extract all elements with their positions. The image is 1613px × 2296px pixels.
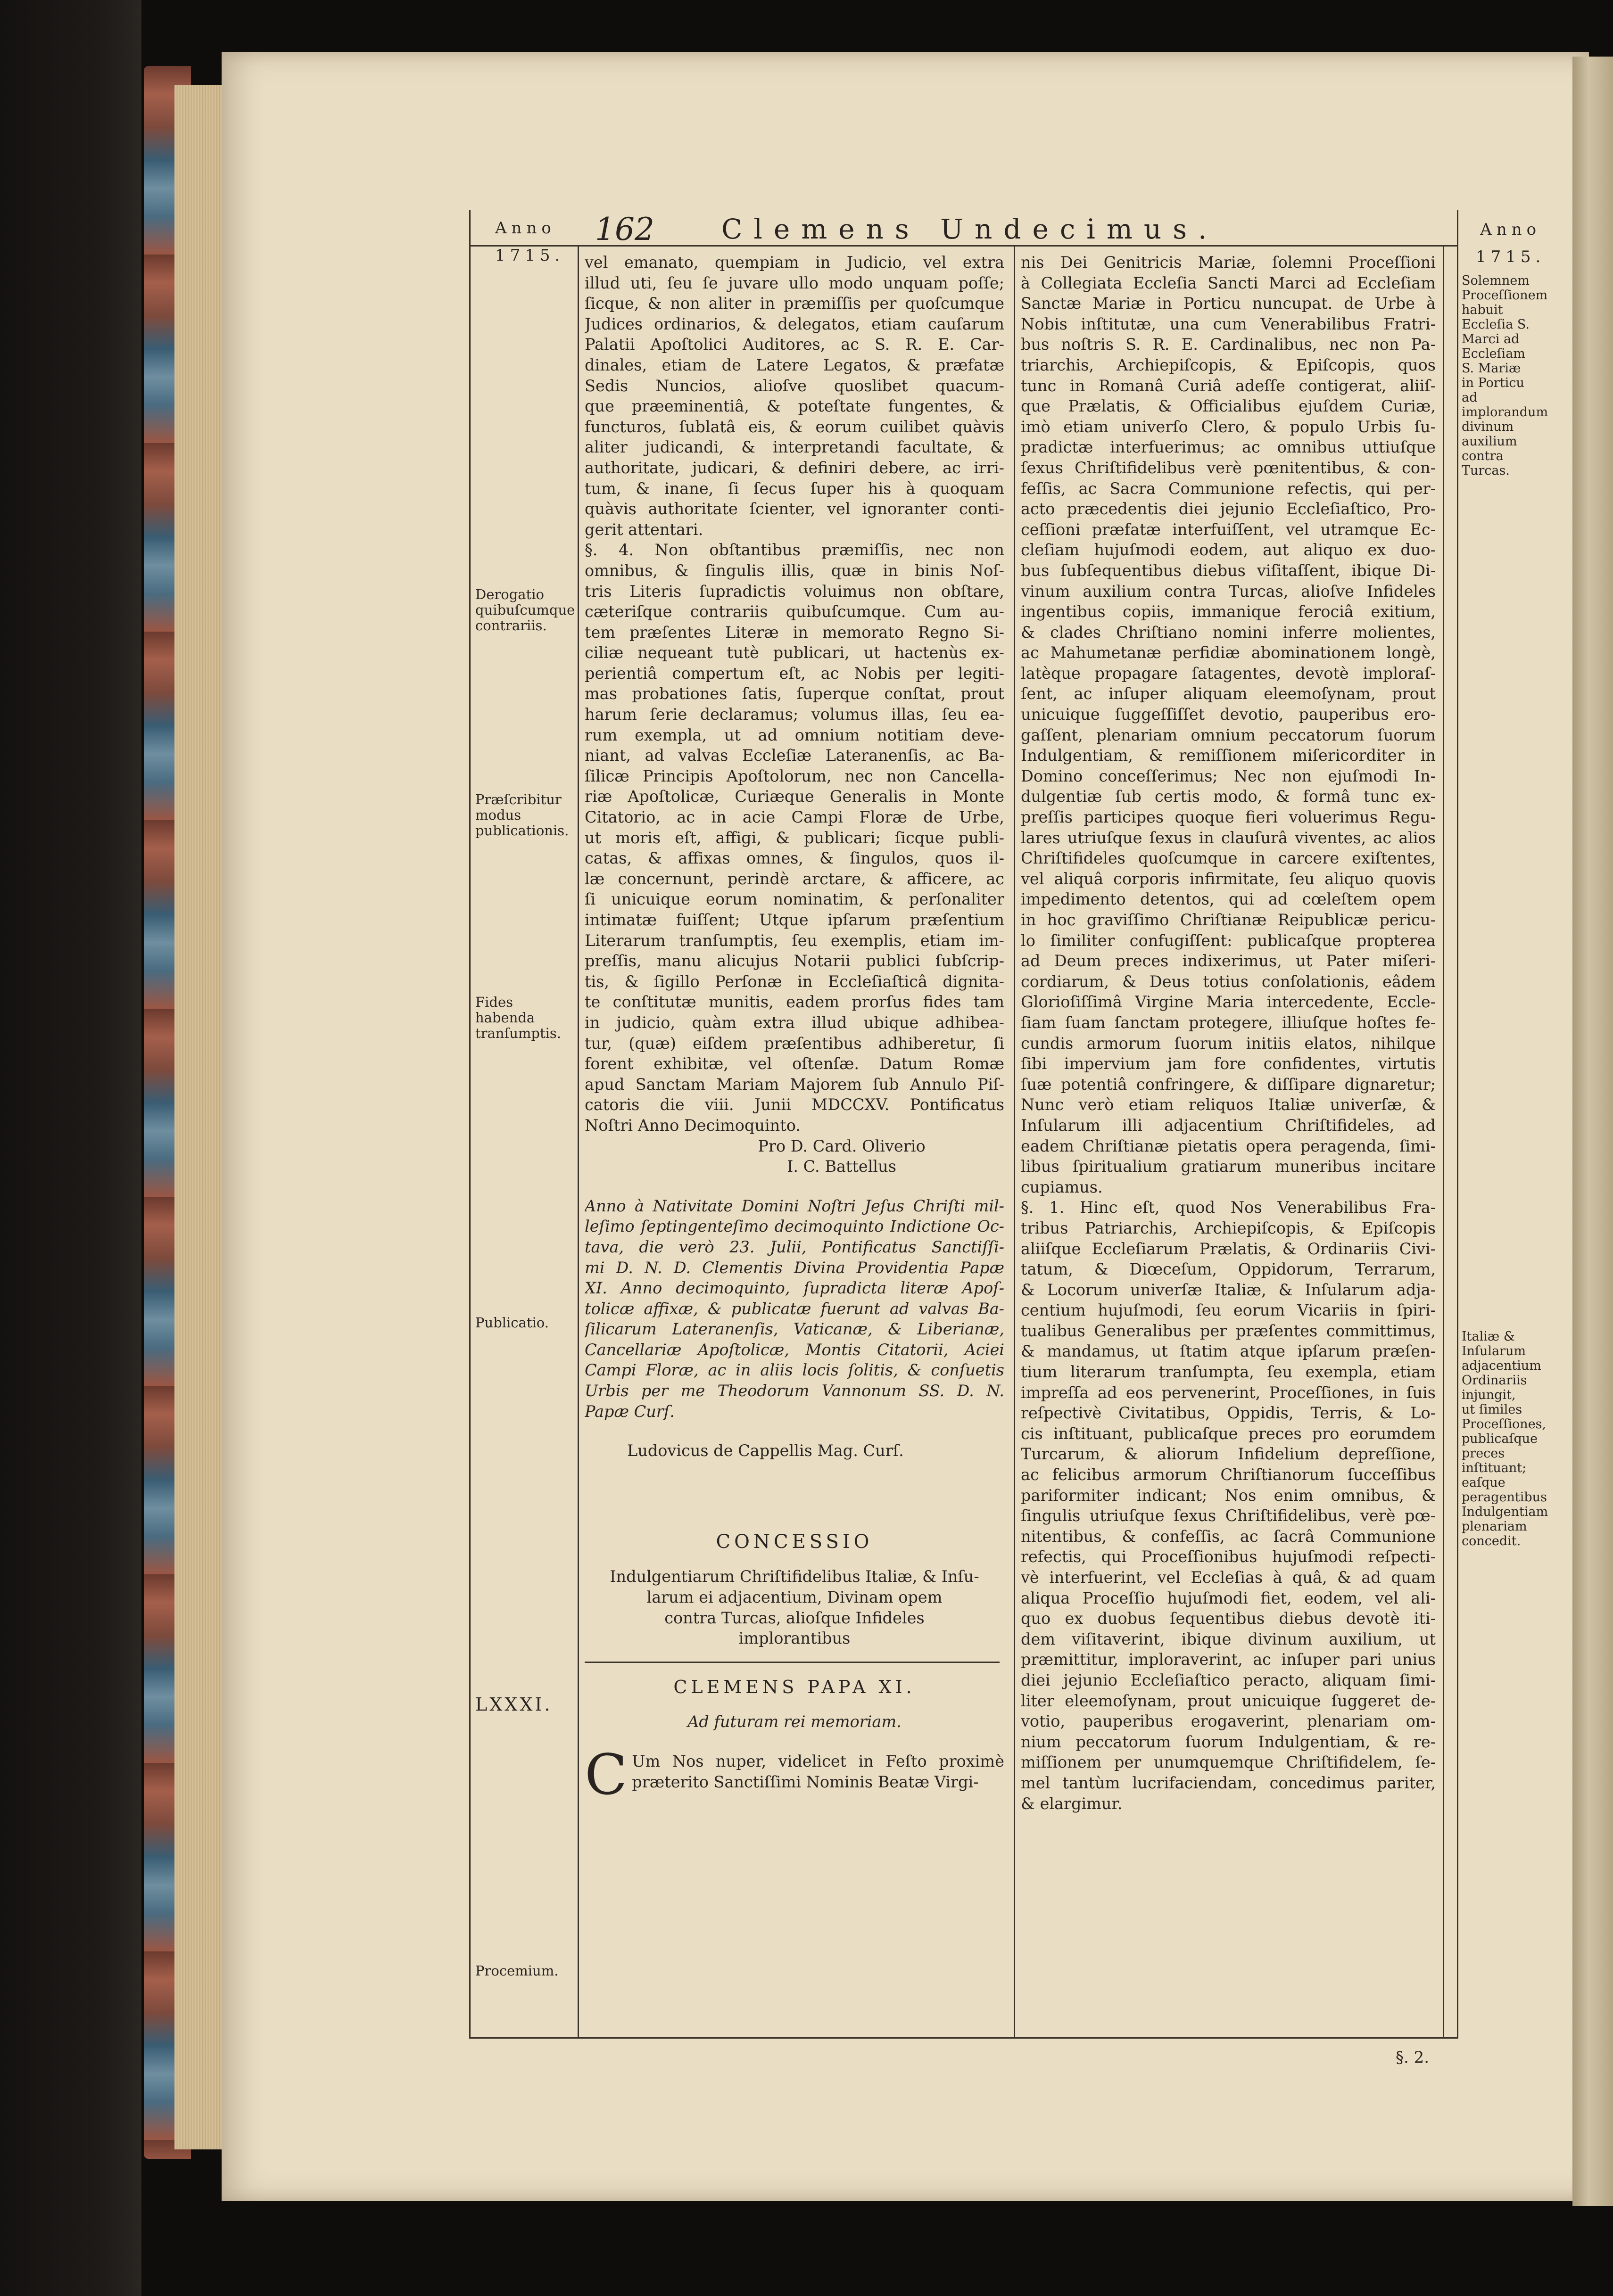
text-line: nitentibus, & confeſſis, ac ſacrâ Communione xyxy=(1021,1527,1436,1546)
text-line: intimatæ fuiſſent; Utque ipſarum præſentium xyxy=(585,911,1004,929)
text-line: apud Sanctam Mariam Majorem ſub Annulo Piſ- xyxy=(585,1075,1004,1094)
text-line: Cancellariæ Apoſtolicæ, Montis Citatorii, Aciei xyxy=(585,1340,1004,1359)
text-line: ciliæ nequeant tutè publicari, ut hactenùs ex- xyxy=(585,643,1004,662)
margin-note-prooemium: Procemium. xyxy=(475,1963,559,1979)
text-line: gerit attentari. xyxy=(585,520,703,539)
text-line: ſingulis utriuſque ſexus Chriſtifidelibus, verè pœ- xyxy=(1021,1506,1436,1525)
text-line: à Collegiata Eccleſia Sancti Marci ad Eccleſiam xyxy=(1021,273,1436,292)
drop-cap: C xyxy=(585,1742,628,1807)
text-line: bus ſubſequentibus diebus viſitaſſent, ibique Di- xyxy=(1021,561,1436,580)
text-line: Turcarum, & aliorum Infidelium depreſſione, xyxy=(1021,1445,1436,1464)
margin-note-solemnem: Solemnem Proceſſionem habuit Eccleſia S. Marci ad Eccleſiam S. Mariæ in Porticu ad implorandum divinum auxilium contra Turcas. xyxy=(1462,273,1548,478)
text-line: ſexus Chriſtifidelibus verè pœnitentibus, & con- xyxy=(1021,458,1436,477)
text-line: tualibus Generalibus per præſentes committimus, xyxy=(1021,1321,1436,1340)
text-line: dinales, etiam de Latere Legatos, & præfatæ xyxy=(585,355,1004,374)
text-line: preſſis, manu alicujus Notarii publici ſubſcrip- xyxy=(585,952,1004,971)
pope-name: CLEMENS PAPA XI. xyxy=(673,1677,916,1697)
text-line: lo ſimiliter confugiſſent: publicaſque propterea xyxy=(1021,931,1436,950)
text-line: contra Turcas, alioſque Infideles xyxy=(664,1608,925,1627)
text-line: præmittitur, imploraverint, ac inſuper pari unius xyxy=(1021,1650,1436,1669)
text-line: bus noſtris S. R. E. Cardinalibus, nec non Pa- xyxy=(1021,335,1436,354)
text-line: Um Nos nuper, videlicet in Feſto proximè xyxy=(632,1752,1004,1770)
text-line: unicuique ſuggeſſiſſet devotio, pauperibus ero- xyxy=(1021,705,1436,724)
text-line: Glorioſiſſimâ Virgine Maria intercedente, Eccle- xyxy=(1021,993,1436,1012)
text-line: ingentibus copiis, immanique ferociâ exitium, xyxy=(1021,602,1436,621)
text-line: tatum, & Diœceſum, Oppidorum, Terrarum, xyxy=(1021,1260,1436,1279)
text-line: & elargimur. xyxy=(1021,1794,1123,1813)
text-line: eadem Chriſtianæ pietatis opera peragenda, ſimi- xyxy=(1021,1136,1436,1155)
margin-note-fides: Fides habenda tranſumptis. xyxy=(475,994,561,1041)
frame-bottom-rule xyxy=(469,2037,1458,2039)
text-line: authoritate, judicari, & definiri debere, ac irri- xyxy=(585,458,1004,477)
text-line: nium peccatorum ſuorum Indulgentiam, & re- xyxy=(1021,1732,1436,1751)
text-line: aliter judicandi, & interpretandi facultate, & xyxy=(585,438,1004,457)
left-text-block-b xyxy=(585,540,1004,1136)
text-line: tunc in Romanâ Curiâ adeſſe contigerat, aliiſ- xyxy=(1021,376,1436,395)
background-left xyxy=(0,0,141,2296)
text-line: Literarum tranſumptis, ſeu exemplis, etiam im- xyxy=(585,931,1004,950)
text-line: §. 4. Non obſtantibus præmiſſis, nec non xyxy=(585,541,1004,560)
catchword: §. 2. xyxy=(1396,2048,1430,2067)
text-line: ſiam ſuam ſanctam protegere, illiuſque hoſtes fe- xyxy=(1021,1013,1436,1032)
text-line: in hoc graviſſimo Chriſtianæ Reipublicæ pericu- xyxy=(1021,911,1436,929)
margin-note-praescribitur: Præſcribitur modus publicationis. xyxy=(475,791,569,839)
margin-note-publicatio: Publicatio. xyxy=(475,1315,549,1331)
text-line: ſilicarum Lateranenſis, Vaticanæ, & Liberianæ, xyxy=(585,1320,1004,1339)
text-line: cleſiam hujuſmodi eodem, aut aliquo ex duo- xyxy=(1021,541,1436,560)
text-line: imò etiam univerſo Clero, & populo Urbis ſu- xyxy=(1021,417,1436,436)
text-line: tis, & ſigillo Perſonæ in Eccleſiaſticâ dignita- xyxy=(585,972,1004,991)
signature-line-2: I. C. Battellus xyxy=(787,1157,896,1176)
text-line: ſicque, & non aliter in præmiſſis per quoſcumque xyxy=(585,294,1004,313)
text-line: & Locorum univerſæ Italiæ, & Inſularum adja- xyxy=(1021,1280,1436,1299)
text-line: Campi Floræ, ac in aliis locis ſolitis, & conſuetis xyxy=(585,1361,1004,1380)
memoriam-line: Ad futuram rei memoriam. xyxy=(687,1712,902,1731)
text-line: ceſſioni præfatæ interfuiſſent, vel utramque Ec- xyxy=(1021,520,1436,539)
text-line: refectis, qui Proceſſionibus hujuſmodi reſpecti- xyxy=(1021,1547,1436,1566)
text-line: Nobis inſtitutæ, una cum Venerabilibus Fratri- xyxy=(1021,314,1436,333)
text-line: quàvis authoritate ſcienter, vel ignoranter conti- xyxy=(585,500,1004,518)
text-line: quo ex duobus ſequentibus diebus devotè iti- xyxy=(1021,1609,1436,1628)
text-line: illud uti, ſeu ſe juvare ullo modo unquam poſſe; xyxy=(585,273,1004,292)
text-line: larum ei adjacentium, Divinam opem xyxy=(646,1588,943,1607)
text-line: Noſtri Anno Decimoquinto. xyxy=(585,1116,801,1135)
text-line: diei jejunio Eccleſiaſtico peracto, aliquam ſimi- xyxy=(1021,1671,1436,1689)
text-line: Urbis per me Theodorum Vannonum SS. D. N. xyxy=(585,1382,1004,1400)
text-line: cupiamus. xyxy=(1021,1177,1103,1196)
margin-note-derogatio: Derogatio quibuſcumque contrariis. xyxy=(475,586,575,634)
text-line: ſuæ potentiâ confringere, & diſſipare dignaretur; xyxy=(1021,1075,1436,1094)
text-line: cis inſtituant, publicaſque preces pro eorumdem xyxy=(1021,1424,1436,1443)
text-line: ſi unicuique eorum nominatim, & perſonaliter xyxy=(585,890,1004,909)
margin-note-lxxxi: LXXXI. xyxy=(475,1694,553,1715)
text-line: præterito Sanctiſſimi Nominis Beatæ Virgi- xyxy=(632,1772,979,1791)
text-line: Palatii Apoſtolici Auditores, ac S. R. E. Car- xyxy=(585,335,1004,354)
text-line: mel tantùm lucrifaciendam, concedimus pariter, xyxy=(1021,1773,1436,1792)
text-line: que præeminentiâ, & poteſtate fungentes, & xyxy=(585,397,1004,416)
text-line: tris Literis ſupradictis voluimus non obſtare, xyxy=(585,582,1004,601)
text-line: impedimento detentos, qui ad cœleſtem opem xyxy=(1021,890,1436,909)
text-line: læ concernunt, perindè arctare, & afficere, ac xyxy=(585,869,1004,888)
publicatio-block xyxy=(585,1196,1004,1422)
text-line: ſilicæ Principis Apoſtolorum, nec non Cancella- xyxy=(585,766,1004,785)
text-line: cordiarum, & Deus totius conſolationis, eâdem xyxy=(1021,972,1436,991)
concessio-title: CONCESSIO xyxy=(716,1531,873,1553)
text-line: vel aliquâ corporis infirmitate, ſeu aliquo quovis xyxy=(1021,869,1436,888)
head-underline xyxy=(578,245,1443,247)
text-line: implorantibus xyxy=(738,1629,851,1648)
left-text-block-a xyxy=(585,252,1004,540)
text-line: mas probationes ſatis, ſuperque conſtat, prout xyxy=(585,684,1004,703)
text-line: Citatorio, ac in acie Campi Floræ de Urbe, xyxy=(585,808,1004,827)
text-line: feſſis, ac Sacra Communione refectis, qui per- xyxy=(1021,479,1436,498)
text-line: reſpectivè Civitatibus, Oppidis, Terris, & Lo- xyxy=(1021,1404,1436,1423)
text-line: Nunc verò etiam reliquos Italiæ univerſæ, & xyxy=(1021,1095,1436,1114)
text-line: Indulgentiam, & remiſſionem miſericorditer in xyxy=(1021,746,1436,765)
text-line: tur, (quæ) eiſdem præſentibus adhiberetur, ſi xyxy=(585,1034,1004,1053)
text-line: pradictæ interfuerimus; ac omnibus uttiuſque xyxy=(1021,438,1436,457)
text-line: functuros, ſublatâ eis, & eorum cuilibet quàvis xyxy=(585,417,1004,436)
text-line: ac Mahumetanæ perfidiæ abominationem longè, xyxy=(1021,643,1436,662)
text-line: Anno à Nativitate Domini Noſtri Jeſus Chriſti mil- xyxy=(585,1196,1004,1215)
anno-right: Anno 1715. xyxy=(1476,220,1546,266)
text-line: & mandamus, ut ſtatim atque ipſarum præſen- xyxy=(1021,1342,1436,1361)
text-line: tava, die verò 23. Julii, Pontificatus Sanctiſſi- xyxy=(585,1237,1004,1256)
column-divider-rule xyxy=(1014,245,1015,2039)
text-line: pariformiter indicant; Nos enim omnibus, & xyxy=(1021,1486,1436,1505)
text-line: ſibi impervium jam fore confidentes, virtutis xyxy=(1021,1054,1436,1073)
text-line: aliiſque Eccleſiarum Prælatis, & Ordinariis Civi- xyxy=(1021,1239,1436,1258)
text-line: acto præcedentis diei jejunio Eccleſiaſtico, Pro- xyxy=(1021,500,1436,518)
margin-note-italiae: Italiæ & Inſularum adjacentium Ordinariis injungit, ut ſimiles Proceſſiones, publicaſque preces inſtituant; eaſque peragentibus Indulgentiam plenariam concedit. xyxy=(1462,1329,1548,1548)
text-line: niant, ad valvas Eccleſiæ Lateranenſis, ac Ba- xyxy=(585,746,1004,765)
text-line: catoris die viii. Junii MDCCXV. Pontificatus xyxy=(585,1095,1004,1114)
text-line: mi D. N. D. Clementis Divina Providentia Papæ xyxy=(585,1258,1004,1277)
text-line: preſſis participes quoque fieri voluerimus Regu- xyxy=(1021,808,1436,827)
text-line: Papæ Curſ. xyxy=(585,1402,675,1421)
text-line: leſimo ſeptingenteſimo decimoquinto Indictione Oc- xyxy=(585,1217,1004,1236)
text-line: latèque propagare ſatagentes, devotè imploraſ- xyxy=(1021,664,1436,683)
text-line: Domino conceſſerimus; Nec non ejuſmodi In- xyxy=(1021,766,1436,785)
text-line: liter eleemoſynam, prout unicuique ſuggeret de- xyxy=(1021,1691,1436,1710)
anno-left: Anno 1715. xyxy=(495,219,565,265)
facing-page-edge xyxy=(1572,57,1613,2206)
text-line: forent exhibitæ, vel oſtenſæ. Datum Romæ xyxy=(585,1054,1004,1073)
text-line: te conſtitutæ munitis, eadem prorſus fides tam xyxy=(585,993,1004,1012)
text-line: rum exempla, ut ad omnium notitiam deve- xyxy=(585,725,1004,744)
text-line: in judicio, quàm extra illud ubique adhibea- xyxy=(585,1013,1004,1032)
text-line: XI. Anno decimoquinto, ſupradicta literæ Apoſ- xyxy=(585,1279,1004,1298)
text-line: ut moris eſt, affigi, & publicari; ſicque publi- xyxy=(585,828,1004,847)
text-line: lares utriuſque ſexus in clauſurâ viventes, ac alios xyxy=(1021,828,1436,847)
text-line: aliqua Proceſſio hujuſmodi fiet, eodem, vel ali- xyxy=(1021,1588,1436,1607)
text-line: nis Dei Genitricis Mariæ, ſolemni Proceſſioni xyxy=(1021,253,1436,272)
text-line: & clades Chriſtiano nomini inferre molientes, xyxy=(1021,623,1436,642)
signature-line-1: Pro D. Card. Oliverio xyxy=(758,1136,926,1155)
text-line: Indulgentiarum Chriſtifidelibus Italiæ, & Inſu- xyxy=(610,1567,979,1586)
text-line: votio, pauperibus erogaverint, plenariam om- xyxy=(1021,1712,1436,1731)
text-line: Inſularum illi adjacentium Chriſtifideles, ad xyxy=(1021,1116,1436,1135)
text-line: triarchis, Archiepiſcopis, & Epiſcopis, quos xyxy=(1021,355,1436,374)
prooemium-block xyxy=(585,1742,1004,1807)
text-line: Chriſtifideles quoſcumque in carcere exiſtentes, xyxy=(1021,849,1436,868)
text-line: cundis armorum ſuorum initiis elatos, nihilque xyxy=(1021,1034,1436,1053)
text-line: libus ſpiritualium gratiarum muneribus incitare xyxy=(1021,1157,1436,1176)
text-line: vel emanato, quempiam in Judicio, vel extra xyxy=(585,253,1004,272)
text-line: Sedis Nuncios, alioſve quoslibet quacum- xyxy=(585,376,1004,395)
frame-left-rule xyxy=(469,210,471,2039)
page-number: 162 xyxy=(595,211,654,247)
text-line: dem viſitaverint, ibique divinum auxilium, ut xyxy=(1021,1629,1436,1648)
text-line: tolicæ affixæ, & publicatæ fuerunt ad valvas Ba- xyxy=(585,1299,1004,1318)
text-line: vè interfuerint, vel Eccleſias à quâ, & ad quam xyxy=(1021,1568,1436,1587)
text-line: cæteriſque contrariis quibuſcumque. Cum au- xyxy=(585,602,1004,621)
text-line: ac felicibus armorum Chriſtianorum ſucceſſibus xyxy=(1021,1465,1436,1484)
text-line: dulgentiæ ſub certis modo, & formâ tunc ex- xyxy=(1021,787,1436,806)
text-line: centium hujuſmodi, ſeu eorum Vicariis in ſpiri- xyxy=(1021,1301,1436,1320)
text-line: catas, & affixas omnes, & ſingulos, quos il- xyxy=(585,849,1004,868)
text-line: §. 1. Hinc eſt, quod Nos Venerabilibus Fra- xyxy=(1021,1198,1436,1217)
text-line: tum, & inane, ſi ſecus ſuper his à quoquam xyxy=(585,479,1004,498)
text-line: riæ Apoſtolicæ, Curiæque Generalis in Monte xyxy=(585,787,1004,806)
text-line: omnibus, & ſingulis illis, quæ in binis Noſ- xyxy=(585,561,1004,580)
left-column xyxy=(585,252,1004,1807)
text-line: impreſſa ad eos pervenerint, Proceſſiones, in ſuis xyxy=(1021,1383,1436,1402)
text-line: que Prælatis, & Officialibus ejuſdem Curiæ, xyxy=(1021,397,1436,416)
text-line: tem præſentes Literæ in memorato Regno Si- xyxy=(585,623,1004,642)
text-line: vinum auxilium contra Turcas, alioſve Infideles xyxy=(1021,582,1436,601)
right-column xyxy=(1021,252,1436,1814)
column-left-inner-rule xyxy=(578,245,579,2039)
running-title: Clemens Undecimus. xyxy=(721,213,1218,245)
text-line: ſent, ac inſuper aliquam eleemoſynam, prout xyxy=(1021,684,1436,703)
column-right-inner-rule xyxy=(1443,245,1444,2039)
text-line: perientiâ compertum eſt, ac Nobis per legiti- xyxy=(585,664,1004,683)
text-line: tium literarum tranſumpta, ſeu exempla, etiam xyxy=(1021,1363,1436,1382)
text-line: gaſſent, plenariam omnium peccatorum ſuorum xyxy=(1021,725,1436,744)
text-line: tribus Patriarchis, Archiepiſcopis, & Epiſcopis xyxy=(1021,1218,1436,1237)
text-line: Judices ordinarios, & delegatos, etiam cauſarum xyxy=(585,314,1004,333)
text-line: harum ſerie declaramus; volumus illas, ſeu ea- xyxy=(585,705,1004,724)
text-line: Sanctæ Mariæ in Porticu nuncupat. de Urbe à xyxy=(1021,294,1436,313)
concessio-block xyxy=(585,1566,1004,1648)
magister-line: Ludovicus de Cappellis Mag. Curſ. xyxy=(627,1441,904,1460)
text-line: ad Deum preces indixerimus, ut Pater miſeri- xyxy=(1021,952,1436,971)
text-line: miſſionem per unumquemque Chriſtifidelem, ſe- xyxy=(1021,1753,1436,1772)
frame-right-rule xyxy=(1457,210,1458,2039)
